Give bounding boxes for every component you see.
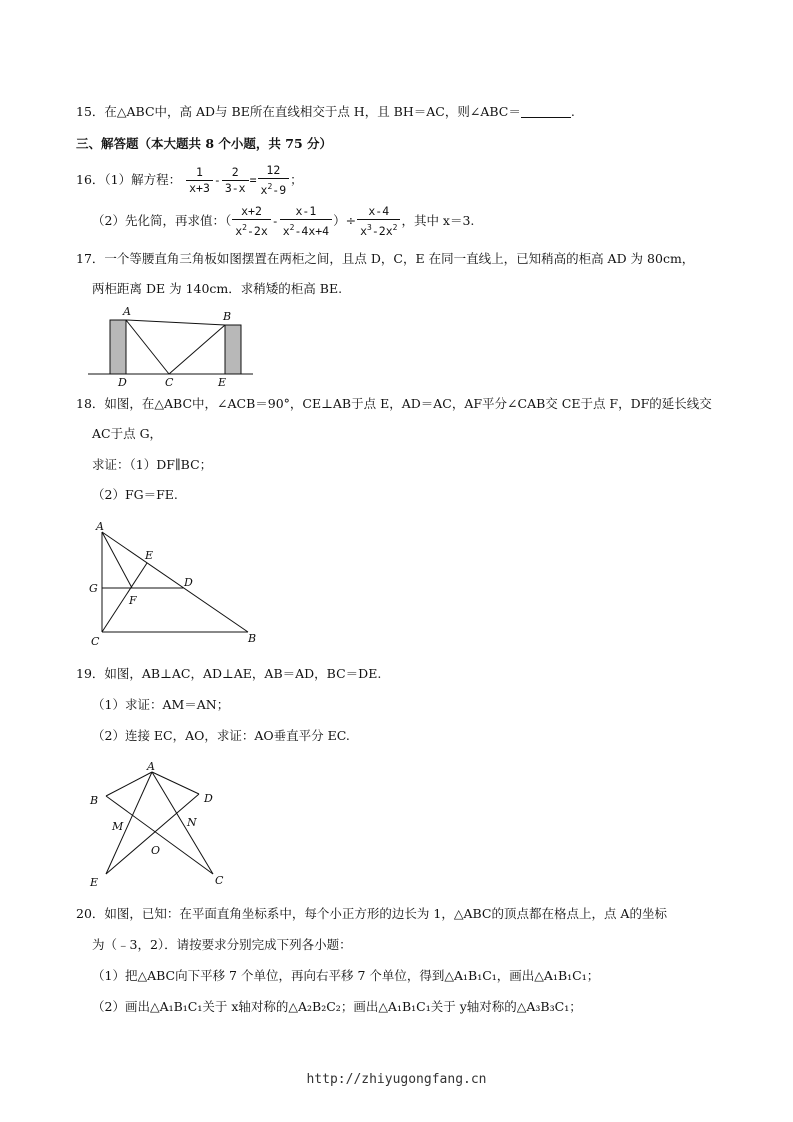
svg-text:C: C — [215, 874, 224, 887]
svg-text:E: E — [145, 549, 154, 562]
svg-text:G: G — [89, 582, 98, 595]
svg-text:E: E — [218, 376, 227, 388]
svg-text:B: B — [223, 310, 232, 323]
question-18-line-3: 求证：（1）DF∥BC； — [92, 457, 213, 472]
fraction: $\frac{x-4}{x^3-2x^2}$ — [357, 205, 400, 238]
svg-text:E: E — [90, 876, 99, 889]
figure-17 — [88, 302, 258, 388]
question-18-line-4: （2）FG＝FE. — [92, 487, 178, 502]
svg-text:N: N — [187, 816, 197, 829]
tall-cabinet — [110, 320, 126, 374]
question-20-line-3: （1）把△ABC向下平移 7 个单位，再向右平移 7 个单位，得到△A₁B₁C₁，画出△A₁B₁C₁； — [92, 968, 600, 983]
svg-text:D: D — [204, 792, 213, 805]
fraction: $\frac{12}{x^2-9}$ — [258, 164, 290, 197]
svg-text:D: D — [184, 576, 193, 589]
svg-text:A: A — [96, 520, 104, 533]
svg-text:A: A — [123, 305, 131, 318]
footer-url[interactable]: http://zhiyugongfang.cn — [306, 1072, 487, 1087]
question-15: 15．在△ABC中，高 AD与 BE所在直线相交于点 H，且 BH＝AC，则∠ABC＝ . — [76, 104, 575, 119]
question-18-line-2: AC于点 G， — [92, 426, 163, 441]
question-16-part-2: （2）先化简，再求值：（ $\frac{x+2}{x^2-2x}$ - $\frac{x-1}{x^2-4x+4}$ ）÷ $\frac{x-4}{x^3-2x^2}$ ，其中 x＝3. — [92, 204, 475, 238]
svg-text:C: C — [91, 635, 100, 646]
question-19-line-3: （2）连接 EC，AO，求证：AO垂直平分 EC. — [92, 728, 350, 743]
question-19-line-1: 19．如图，AB⊥AC，AD⊥AE，AB＝AD，BC＝DE. — [76, 666, 382, 681]
svg-text:M: M — [112, 820, 124, 833]
question-18-line-1: 18．如图，在△ABC中，∠ACB＝90°，CE⊥AB于点 E，AD＝AC，AF平分∠CAB交 CE于点 F，DF的延长线交 — [76, 396, 712, 411]
question-17-line-2: 两柜距离 DE 为 140cm．求稍矮的柜高 BE. — [92, 281, 343, 296]
svg-text:A: A — [147, 760, 155, 773]
fraction: $\frac{1}{x+3}$ — [186, 166, 213, 195]
question-20-line-4: （2）画出△A₁B₁C₁关于 x轴对称的△A₂B₂C₂；画出△A₁B₁C₁关于 y轴对称的△A₃B₃C₁； — [92, 999, 582, 1014]
fraction: $\frac{2}{3-x}$ — [222, 166, 249, 195]
svg-text:B: B — [248, 632, 257, 645]
short-cabinet — [225, 325, 241, 374]
svg-text:F: F — [129, 594, 137, 607]
svg-text:B: B — [90, 794, 99, 807]
fraction: $\frac{x-1}{x^2-4x+4}$ — [280, 205, 332, 238]
question-20-line-2: 为（﹣3，2）．请按要求分别完成下列各小题： — [92, 937, 352, 952]
question-20-line-1: 20．如图，已知：在平面直角坐标系中，每个小正方形的边长为 1，△ABC的顶点都在格点上，点 A的坐标 — [76, 906, 667, 921]
figure-19 — [86, 756, 236, 892]
section-heading: 三、解答题（本大题共 8 个小题，共 75 分） — [76, 136, 333, 151]
figure-18 — [84, 518, 264, 646]
answer-blank — [521, 105, 571, 118]
question-17-line-1: 17．一个等腰直角三角板如图摆置在两柜之间，且点 D，C，E 在同一直线上，已知稍高的柜高 AD 为 80cm， — [76, 251, 695, 266]
question-19-line-2: （1）求证：AM＝AN； — [92, 697, 230, 712]
svg-text:D: D — [118, 376, 127, 388]
svg-text:C: C — [165, 376, 174, 388]
svg-text:O: O — [151, 844, 161, 857]
fraction: $\frac{x+2}{x^2-2x}$ — [232, 205, 271, 238]
question-16-part-1: 16．（1）解方程： $\frac{1}{x+3}$ - $\frac{2}{3-x}$ = $\frac{12}{x^2-9}$ ； — [76, 163, 303, 197]
